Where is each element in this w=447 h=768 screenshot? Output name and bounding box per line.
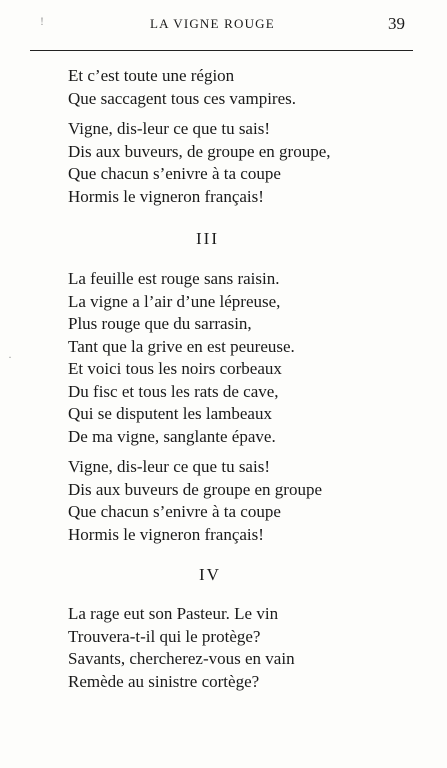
section-heading-iv: IV (199, 565, 221, 584)
verse-line: Qui se disputent les lambeaux (68, 404, 272, 423)
verse-line: Vigne, dis-leur ce que tu sais! (68, 457, 270, 476)
margin-mark: ! (40, 14, 44, 28)
section-heading-iii: III (196, 229, 219, 248)
verse-line: Vigne, dis-leur ce que tu sais! (68, 119, 270, 138)
verse-line: De ma vigne, sanglante épave. (68, 426, 276, 446)
running-header (0, 14, 447, 38)
verse-line: La feuille est rouge sans raisin. (68, 269, 280, 288)
verse-line: Hormis le vigneron français! (68, 186, 264, 206)
verse-line: Que saccagent tous ces vampires. (68, 88, 296, 108)
refrain-stanza (68, 118, 331, 208)
verse-line: Trouvera-t-il qui le protège? (68, 626, 261, 646)
page-number: 39 (388, 14, 405, 33)
verse-line: Tant que la grive en est peureuse. (68, 336, 295, 356)
verse-line: Dis aux buveurs de groupe en groupe (68, 479, 322, 499)
refrain-stanza (68, 456, 322, 546)
verse-line: Et c’est toute une région (68, 66, 235, 85)
verse-line: Dis aux buveurs, de groupe en groupe, (68, 141, 331, 161)
stanza-1 (68, 65, 296, 110)
stanza-5 (68, 603, 295, 693)
verse-line: Plus rouge que du sarrasin, (68, 314, 252, 333)
running-title: LA VIGNE ROUGE (150, 16, 275, 31)
verse-line: Du fisc et tous les rats de cave, (68, 381, 279, 401)
margin-mark: · (8, 350, 12, 364)
stanza-3 (68, 268, 295, 448)
verse-line: Savants, chercherez-vous en vain (68, 649, 295, 668)
verse-line: La rage eut son Pasteur. Le vin (68, 604, 279, 623)
verse-line: Que chacun s’enivre à ta coupe (68, 502, 281, 521)
verse-line: La vigne a l’air d’une lépreuse, (68, 291, 281, 311)
verse-line: Hormis le vigneron français! (68, 524, 264, 544)
header-rule (30, 50, 413, 51)
verse-line: Remède au sinistre cortège? (68, 671, 260, 691)
verse-line: Et voici tous les noirs corbeaux (68, 359, 282, 378)
verse-line: Que chacun s’enivre à ta coupe (68, 164, 281, 183)
